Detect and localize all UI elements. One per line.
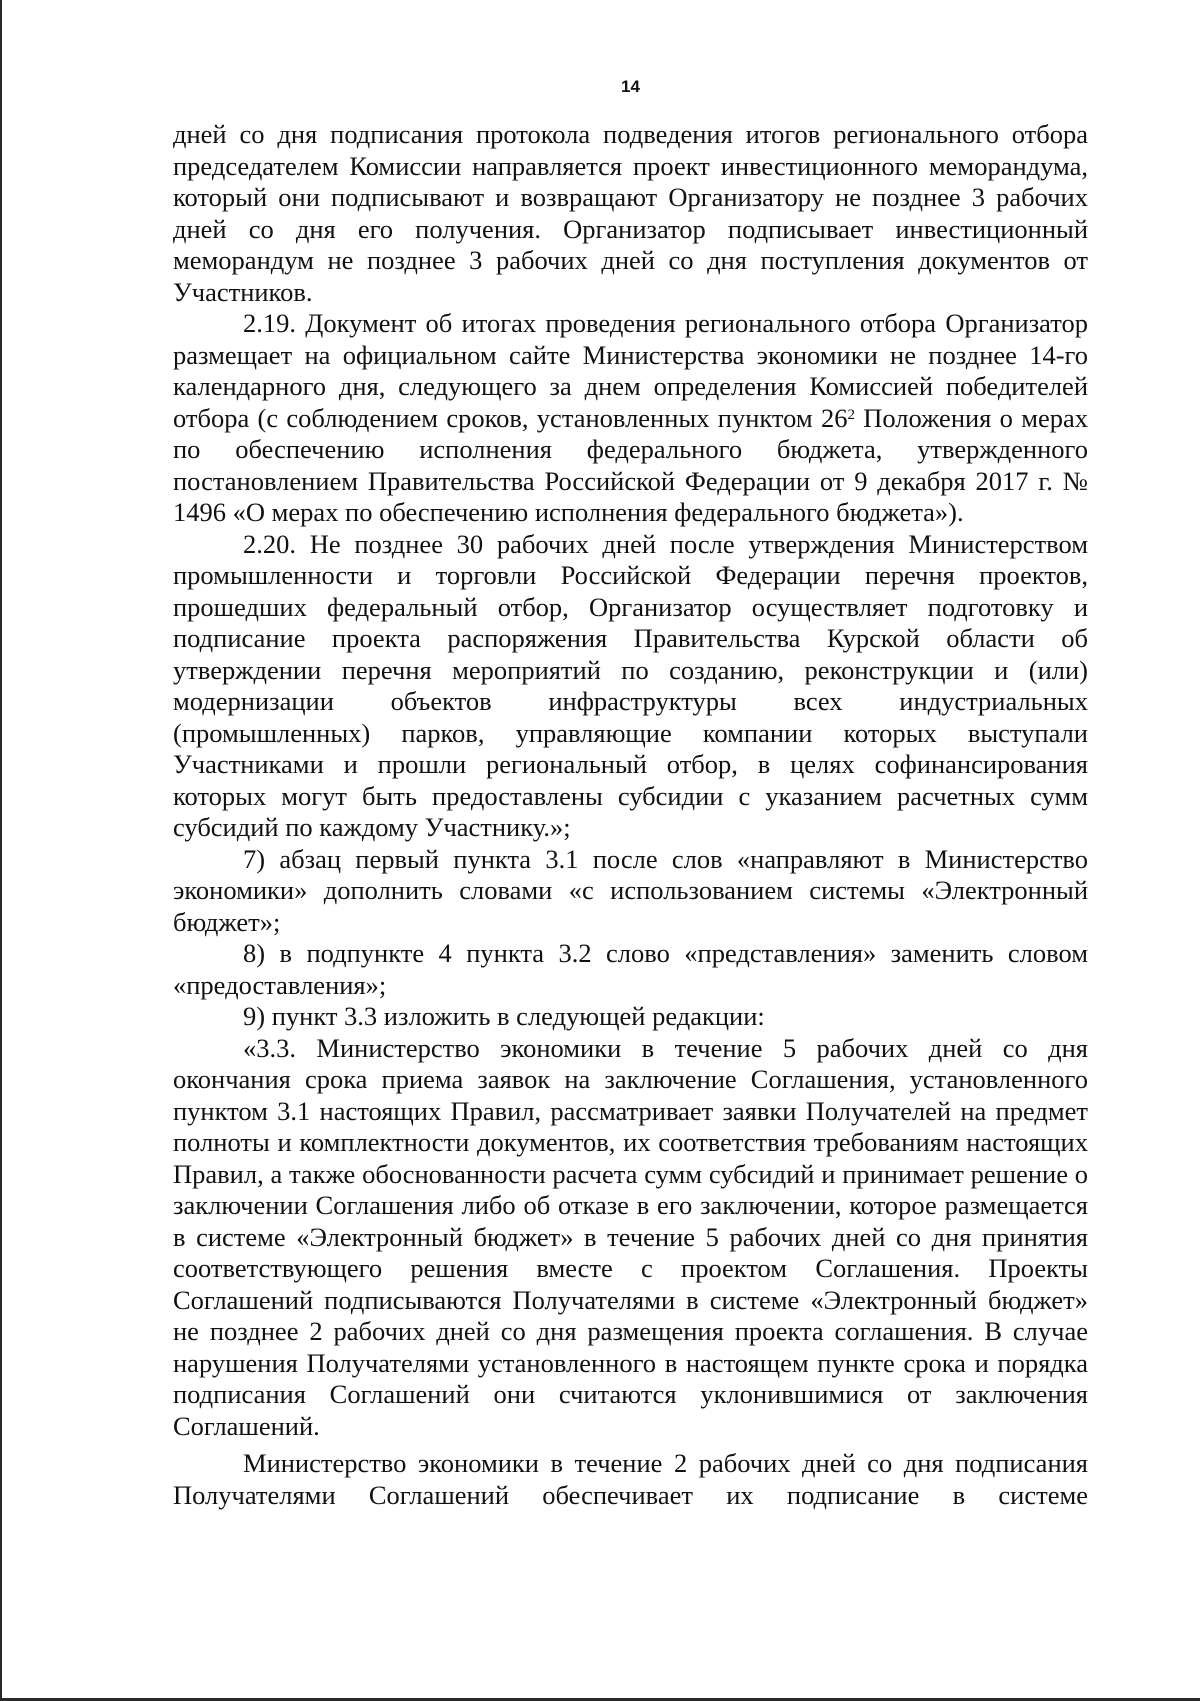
- paragraph-2-20: 2.20. Не позднее 30 рабочих дней после утверждения Министерством промышленности и торговли Российской Федерации перечня проектов, прошедших федеральный отбор, Организатор осуществляет подготовку и подписание проекта распоряжения Правительства Курской области об утверждении перечня мероприятий по созданию, реконструкции и (или) модернизации объектов инфраструктуры всех индустриальных (промышленных) парков, управляющие компании которых выступали Участниками и прошли региональный отбор, в целях софинансирования которых могут быть предоставлены субсидии с указанием расчетных сумм субсидий по каждому Участнику.»;: [173, 528, 1088, 842]
- paragraph-2-19-part-1: 2.19. Документ об итогах проведения регионального отбора Организатор размещает на официальном сайте Министерства экономики не позднее 14-го календарного дня, следующего за днем определения Комиссией победителей отбора (с соблюдением сроков, установленных пунктом 26: [173, 308, 1088, 433]
- paragraph-continuation: дней со дня подписания протокола подведения итогов регионального отбора председателем Комиссии направляется проект инвестиционного меморандума, который они подписывают и возвращают Организатору не позднее 3 рабочих дней со дня его получения. Организатор подписывает инвестиционный меморандум не позднее 3 рабочих дней со дня поступления документов от Участников.: [173, 119, 1088, 307]
- paragraph-ministry-signing: Министерство экономики в течение 2 рабочих дней со дня подписания Получателями Соглашений обеспечивает их подписание в системе: [173, 1448, 1088, 1510]
- document-body: [173, 70, 1088, 1511]
- paragraph-2-19-part-2: Положения о мерах по обеспечению исполнения федерального бюджета, утвержденного постановлением Правительства Российской Федерации от 9 декабря 2017 г. № 1496 «О мерах по обеспечению исполнения федерального бюджета»).: [173, 402, 1088, 527]
- paragraph-item-7: 7) абзац первый пункта 3.1 после слов «направляют в Министерство экономики» дополнить словами «с использованием системы «Электронный бюджет»;: [173, 843, 1088, 937]
- paragraph-item-9: 9) пункт 3.3 изложить в следующей редакции:: [243, 1001, 765, 1031]
- paragraph-2-19: [173, 308, 1088, 529]
- paragraph-3-3: «3.3. Министерство экономики в течение 5 рабочих дней со дня окончания срока приема заявок на заключение Соглашения, установленного пунктом 3.1 настоящих Правил, рассматривает заявки Получателей на предмет полноты и комплектности документов, их соответствия требованиям настоящих Правил, а также обоснованности расчета сумм субсидий и принимает решение о заключении Соглашения либо об отказе в его заключении, которое размещается в системе «Электронный бюджет» в течение 5 рабочих дней со дня принятия соответствующего решения вместе с проектом Соглашения. Проекты Соглашений подписываются Получателями в системе «Электронный бюджет» не позднее 2 рабочих дней со дня размещения проекта соглашения. В случае нарушения Получателями установленного в настоящем пункте срока и порядка подписания Соглашений они считаются уклонившимися от заключения Соглашений.: [173, 1032, 1088, 1441]
- scan-edge-left: [0, 0, 2, 1701]
- page-number: 14: [621, 77, 640, 96]
- paragraph-item-8: 8) в подпункте 4 пункта 3.2 слово «представления» заменить словом «предоставления»;: [173, 938, 1088, 1000]
- superscript-2: 2: [847, 406, 855, 423]
